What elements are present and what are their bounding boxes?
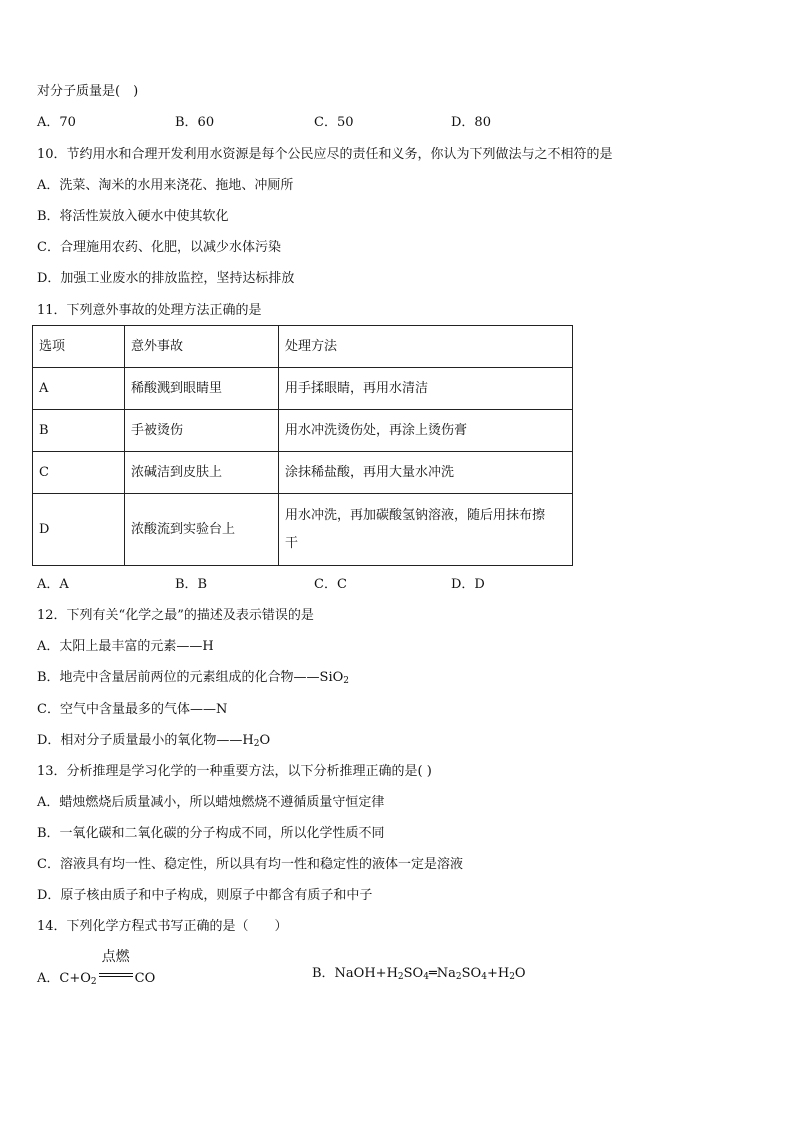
q13-option-c[interactable]: C．溶液具有均一性、稳定性，所以具有均一性和稳定性的液体一定是溶液	[37, 857, 463, 872]
q9-option-a[interactable]: A．70	[37, 115, 76, 130]
accident-table	[32, 325, 573, 566]
table-cell: A	[33, 368, 125, 410]
q10-option-a[interactable]: A．洗菜、淘米的水用来浇花、拖地、冲厕所	[37, 178, 294, 193]
table-cell: B	[33, 410, 125, 452]
table-cell: C	[33, 452, 125, 494]
table-header: 处理方法	[279, 326, 573, 368]
formula-part: +H	[486, 966, 510, 981]
q11-stem: 11．下列意外事故的处理方法正确的是	[37, 303, 262, 318]
table-cell: 稀酸溅到眼睛里	[125, 368, 279, 410]
q9-option-d[interactable]: D．80	[451, 115, 491, 130]
q13-stem: 13．分析推理是学习化学的一种重要方法，以下分析推理正确的是( )	[37, 764, 432, 779]
q11-option-b[interactable]: B．B	[175, 577, 208, 592]
q9-option-c[interactable]: C．50	[314, 115, 354, 130]
table-cell-line: 用水冲洗，再加碳酸氢钠溶液，随后用抹布擦	[285, 507, 546, 523]
subscript: 2	[397, 972, 404, 982]
table-cell: 浓酸流到实验台上	[125, 494, 279, 566]
table-cell	[279, 494, 573, 566]
q13-option-a[interactable]: A．蜡烛燃烧后质量减小，所以蜡烛燃烧不遵循质量守恒定律	[37, 795, 385, 810]
q12-option-a[interactable]: A．太阳上最丰富的元素——H	[37, 639, 214, 654]
subscript: 2	[509, 972, 515, 982]
subscript: 2	[253, 739, 260, 749]
equals-bar	[99, 976, 133, 977]
q10-option-d[interactable]: D．加强工业废水的排放监控，坚持达标排放	[37, 271, 295, 286]
formula-part: O	[514, 966, 526, 981]
formula-part: B．NaOH+H	[312, 966, 398, 981]
q11-option-c[interactable]: C．C	[314, 577, 347, 592]
formula-part: SO	[403, 966, 424, 981]
q14-option-a[interactable]	[37, 949, 156, 987]
q12-option-d-text: D．相对分子质量最小的氧化物——H	[37, 733, 254, 748]
q14-stem: 14．下列化学方程式书写正确的是（ ）	[37, 919, 288, 934]
q13-option-b[interactable]: B．一氧化碳和二氧化碳的分子构成不同，所以化学性质不同	[37, 826, 385, 841]
q14-option-b[interactable]	[312, 966, 526, 982]
q12-option-b[interactable]	[37, 670, 349, 686]
formula-part: ═Na	[428, 966, 456, 981]
q10-stem: 10．节约用水和合理开发利用水资源是每个公民应尽的责任和义务，你认为下列做法与之不相符的是	[37, 147, 613, 162]
table-row	[33, 368, 573, 410]
formula-part: SO	[461, 966, 482, 981]
table-cell: 涂抹稀盐酸，再用大量水冲洗	[279, 452, 573, 494]
q11-option-a[interactable]: A．A	[37, 577, 69, 592]
table-header: 意外事故	[125, 326, 279, 368]
table-cell: 浓碱洁到皮肤上	[125, 452, 279, 494]
q11-option-d[interactable]: D．D	[451, 577, 485, 592]
table-header-row	[33, 326, 573, 368]
subscript: 2	[343, 676, 350, 686]
subscript: 2	[90, 977, 97, 987]
table-cell: 用手揉眼睛，再用水清洁	[279, 368, 573, 410]
equals-bar	[99, 973, 133, 974]
q14-option-a-product: CO	[134, 971, 156, 986]
table-header: 选项	[33, 326, 125, 368]
q9-option-b[interactable]: B．60	[175, 115, 215, 130]
q12-option-c[interactable]: C．空气中含量最多的气体——N	[37, 702, 228, 717]
condition-label: 点燃	[101, 949, 130, 965]
subscript: 4	[481, 972, 487, 982]
table-row	[33, 410, 573, 452]
table-cell: D	[33, 494, 125, 566]
q10-option-b[interactable]: B．将活性炭放入硬水中使其软化	[37, 209, 229, 224]
reaction-condition	[99, 949, 133, 982]
table-row	[33, 452, 573, 494]
table-cell-line: 干	[285, 535, 299, 551]
q9-stem-tail: 对分子质量是( )	[37, 84, 139, 99]
q13-option-d[interactable]: D．原子核由质子和中子构成，则原子中都含有质子和中子	[37, 888, 373, 903]
table-cell: 手被烫伤	[125, 410, 279, 452]
q12-stem: 12．下列有关“化学之最”的描述及表示错误的是	[37, 608, 314, 623]
table-row	[33, 494, 573, 566]
q12-option-b-text: B．地壳中含量居前两位的元素组成的化合物——SiO	[37, 670, 344, 685]
q12-option-d[interactable]	[37, 733, 270, 749]
subscript: 2	[455, 972, 462, 982]
q10-option-c[interactable]: C．合理施用农药、化肥，以减少水体污染	[37, 240, 281, 255]
q12-option-d-tail: O	[259, 733, 271, 748]
table-cell: 用水冲洗烫伤处，再涂上烫伤膏	[279, 410, 573, 452]
q14-option-a-reactants: A．C+O	[37, 971, 91, 986]
subscript: 4	[423, 972, 429, 982]
